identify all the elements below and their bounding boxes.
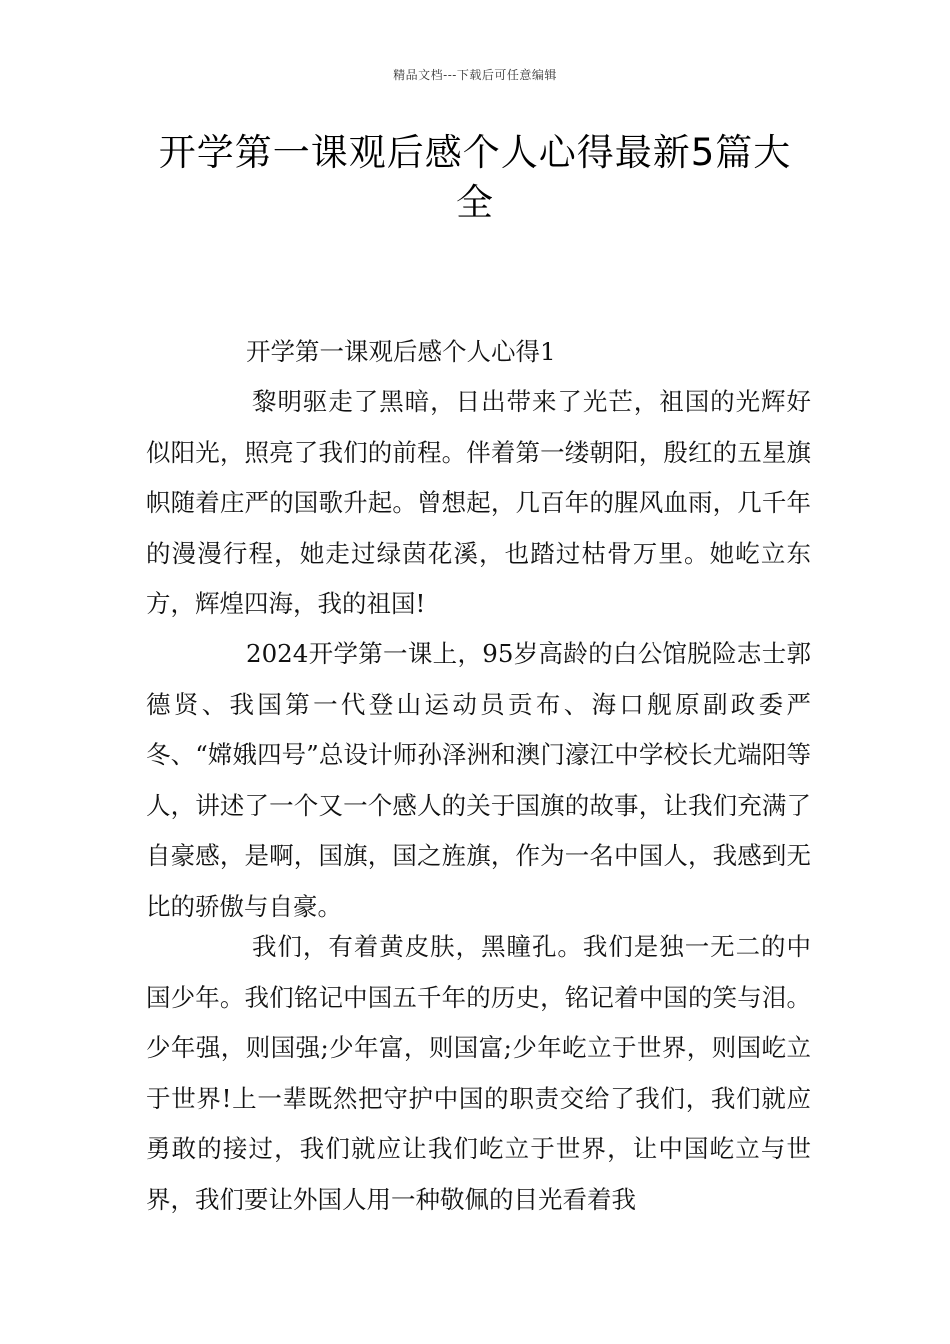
paragraph-1: 黎明驱走了黑暗，日出带来了光芒，祖国的光辉好似阳光，照亮了我们的前程。伴着第一缕朝阳，殷红的五星旗帜随着庄严的国歌升起。曾想起，几百年的腥风血雨，几千年的漫漫行程，她走过绿茵花溪，也踏过枯骨万里。她屹立东方，辉煌四海，我的祖国! — [146, 387, 811, 618]
section-heading: 开学第一课观后感个人心得1 — [246, 337, 556, 366]
paragraph-2: 2024开学第一课上，95岁高龄的白公馆脱险志士郭德贤、我国第一代登山运动员贡布、海口舰原副政委严冬、“嫦娥四号”总设计师孙泽洲和澳门濠江中学校长尤端阳等人，讲述了一个又一个感人的关于国旗的故事，让我们充满了自豪感，是啊，国旗，国之旌旗，作为一名中国人，我感到无比的骄傲与自豪。 — [146, 639, 811, 921]
paragraph-3: 我们，有着黄皮肤，黑瞳孔。我们是独一无二的中国少年。我们铭记中国五千年的历史，铭记着中国的笑与泪。少年强，则国强;少年富，则国富;少年屹立于世界，则国屹立于世界!上一辈既然把守护中国的职责交给了我们，我们就应勇敢的接过，我们就应让我们屹立于世界，让中国屹立与世界，我们要让外国人用一种敬佩的目光看着我 — [146, 932, 811, 1214]
page-header-note: 精品文档---下载后可任意编辑 — [393, 68, 557, 82]
document-title: 开学第一课观后感个人心得最新5篇大全 — [158, 131, 792, 224]
